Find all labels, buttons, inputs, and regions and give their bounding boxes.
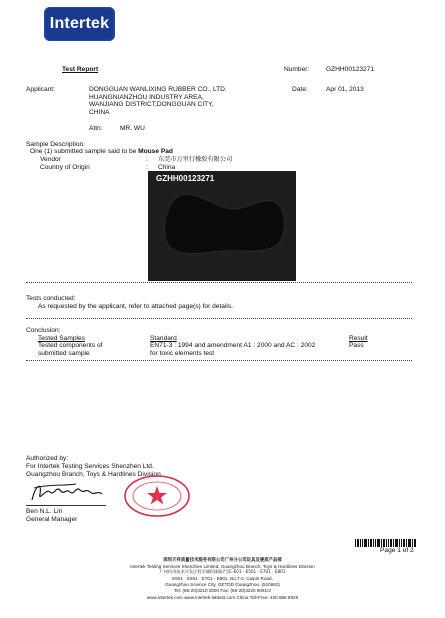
footer-line: Tel: (86-20)3210 2000 Fax: (86-20)3220 6061/2 [174, 588, 271, 593]
divider [26, 360, 412, 361]
applicant-label: Applicant: [26, 86, 55, 93]
attn-label: Attn: [89, 125, 103, 132]
col-standard: Standard [150, 335, 177, 342]
vendor-label: Vendor [40, 156, 61, 163]
applicant-address [89, 86, 227, 116]
applicant-line: DONGGUAN WANLIXING RUBBER CO., LTD. [89, 86, 227, 93]
tested-sample-line: Tested components of [38, 342, 103, 349]
footer-line: E501 · E601 · E701 · E801, No.7-2, Caipin Road, [172, 576, 273, 581]
col-result: Result [349, 335, 368, 342]
standard-cell [150, 342, 315, 357]
signature-image [28, 480, 108, 506]
date-label: Date: [292, 86, 308, 93]
authorized-by: Authorized by: [26, 455, 69, 462]
tested-sample-line: submitted sample [38, 349, 90, 357]
signature-line [26, 505, 106, 506]
result-cell: Pass [349, 342, 364, 349]
standard-line: for toxic elements test [150, 349, 215, 357]
origin-colon: : [146, 164, 148, 171]
conclusion-heading: Conclusion: [26, 327, 61, 334]
sample-name: Mouse Pad [138, 148, 173, 155]
applicant-line: HUANGNIANZHOU INDUSTRY AREA, [89, 93, 204, 101]
tests-text: As requested by the applicant, refer to attached page(s) for details. [38, 303, 233, 310]
origin-label: Country of Origin [40, 164, 90, 171]
vendor-value: 东莞市万里行橡胶有限公司 [158, 156, 233, 163]
intertek-logo: Intertek [44, 7, 115, 41]
divider [26, 282, 412, 283]
sample-line-text: One (1) submitted sample said to be [30, 148, 139, 155]
footer-line: www.intertek.com www.intertek-labtest.com China Toll-Free: 400 886 8926 [146, 595, 299, 600]
footer-line: Guangzhou Science City, GETDD Guangzhou. (510663) [165, 582, 280, 587]
col-tested-samples: Tested Samples [38, 335, 85, 342]
sample-line [30, 148, 173, 156]
page-number: Page 1 of 2 [380, 547, 414, 554]
authorized-company: For Intertek Testing Services Shenzhen Ltd. [26, 463, 154, 470]
sample-description-heading: Sample Description: [26, 141, 86, 148]
signatory-title: General Manager [26, 516, 78, 523]
vendor-colon: : [146, 156, 148, 163]
origin-value: China [158, 164, 176, 171]
barcode [355, 539, 417, 547]
number-label: Number: [284, 66, 310, 73]
tested-sample-cell [38, 342, 103, 357]
report-label: Test Report [62, 66, 99, 73]
footer-chinese-title: 深圳天祥质量技术服务有限公司广州分公司玩具及硬质产品部 [163, 558, 282, 563]
applicant-line: WANJIANG DISTRICT,DONGGUAN CITY, [89, 101, 214, 109]
applicant-line: CHINA [89, 108, 110, 116]
tests-heading: Tests conducted: [26, 295, 76, 302]
attn-value: MR. WU [120, 125, 145, 132]
divider [26, 318, 412, 319]
footer-line: 广州经济技术开发区科学城科珠路7号C-E01 · E501 · E701 · E801 [159, 569, 286, 574]
mouse-pad-image [148, 171, 296, 281]
footer-line: Intertek Testing Services Shenzhen Limited, Guangzhou Branch, Toys & Hardlines Division [130, 564, 315, 569]
company-seal [123, 474, 191, 518]
report-number: GZHH00123271 [326, 66, 375, 73]
report-date: Apr 01, 2013 [326, 86, 364, 93]
photo-caption: GZHH00123271 [156, 174, 215, 183]
standard-line: EN71-3 : 1994 and amendment A1 : 2000 and AC : 2002 [150, 342, 316, 349]
sample-photo [148, 171, 296, 281]
authorized-branch: Guangzhou Branch, Toys & Hardlines Division [26, 471, 161, 478]
signatory-name: Ben N.L. Lin [26, 508, 63, 515]
